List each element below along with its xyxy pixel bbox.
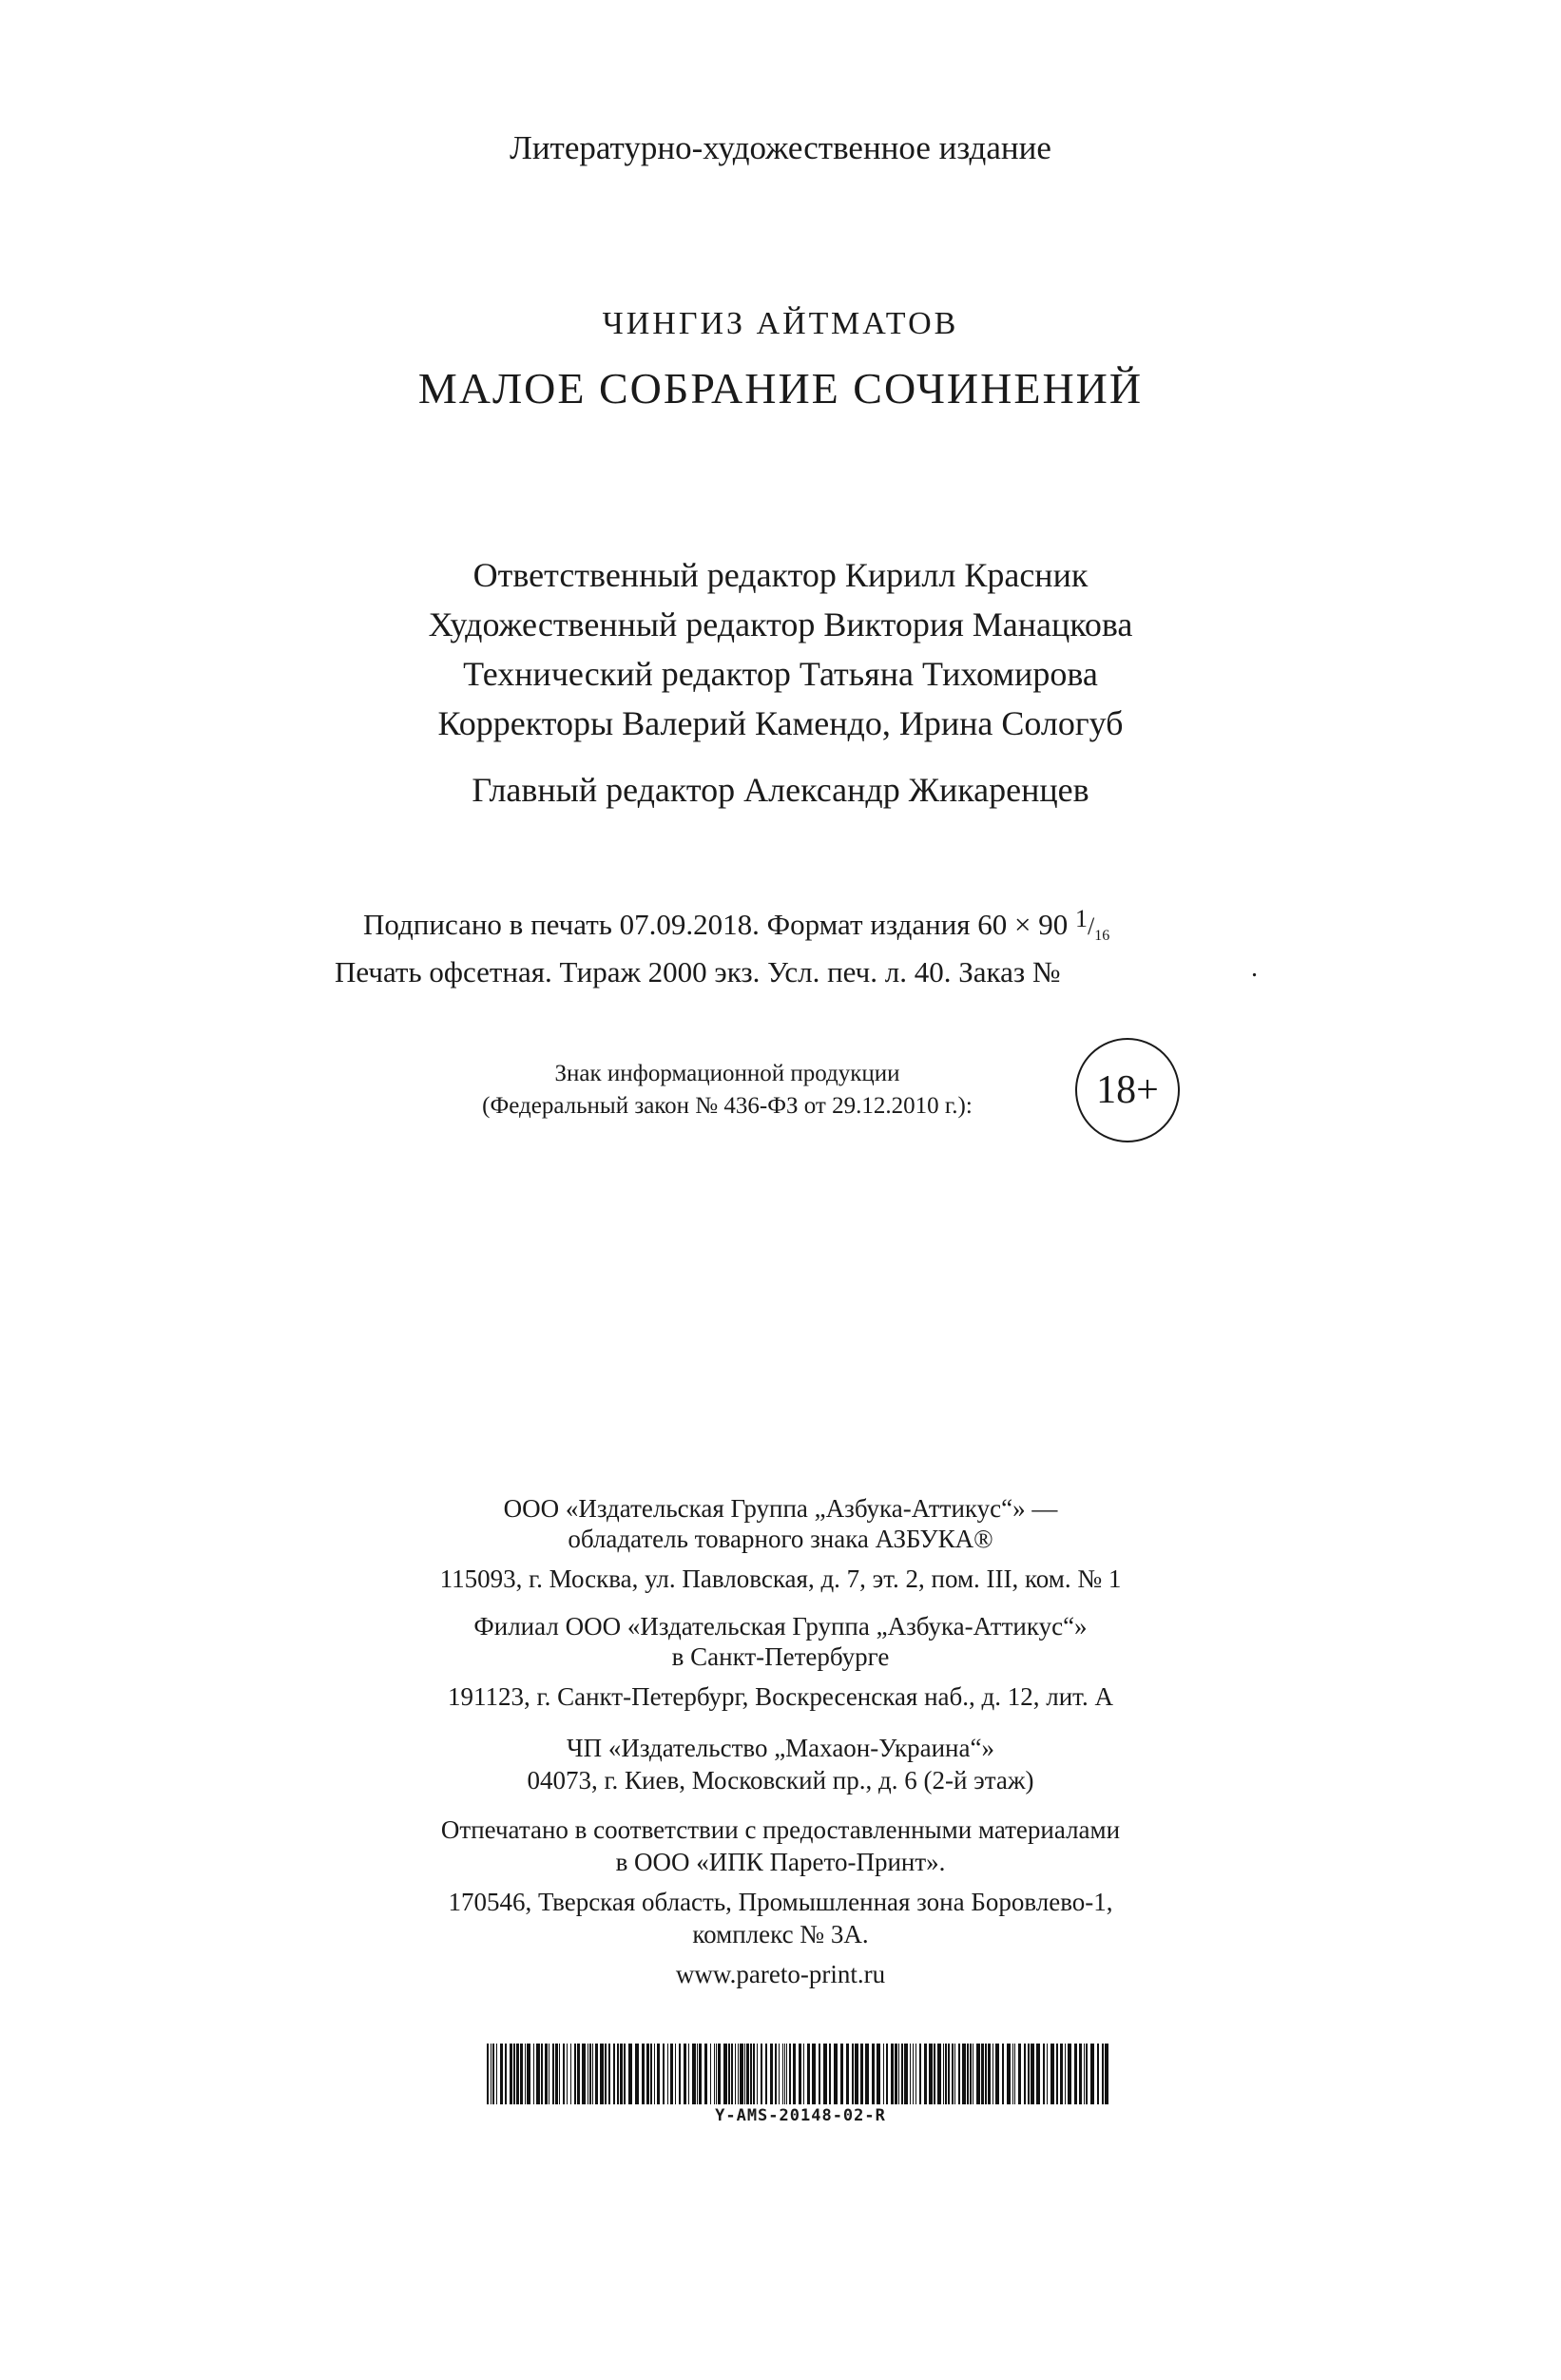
publisher-line: Филиал ООО «Издательская Группа „Азбука-Аттикус“»: [473, 1612, 1088, 1641]
credit-line: Технический редактор Татьяна Тихомирова: [463, 655, 1098, 693]
age-rating-badge: 18+: [1075, 1038, 1180, 1142]
publisher-line: ООО «Издательская Группа „Азбука-Аттикус“» —: [503, 1494, 1058, 1523]
info-sign-label-1: Знак информационной продукции: [554, 1061, 900, 1086]
edition-type: Литературно-художественное издание: [510, 129, 1051, 166]
barcode: [487, 2044, 1114, 2104]
credit-line: Художественный редактор Виктория Манацкова: [428, 605, 1133, 643]
info-sign-label-2: (Федеральный закон № 436-ФЗ от 29.12.2010 г.):: [482, 1093, 973, 1119]
publisher-line: обладатель товарного знака АЗБУКА®: [568, 1525, 993, 1553]
format-fraction-numerator: 1: [1075, 905, 1089, 932]
print-info-line-1: [363, 905, 1110, 944]
publisher-line: 04073, г. Киев, Московский пр., д. 6 (2-й этаж): [527, 1766, 1034, 1795]
trailing-mark: .: [1251, 953, 1258, 983]
publisher-line: ЧП «Издательство „Махаон-Украина“»: [567, 1734, 994, 1762]
publisher-line: в Санкт-Петербурге: [671, 1642, 890, 1671]
publisher-line: 170546, Тверская область, Промышленная зона Боровлево-1,: [448, 1888, 1113, 1916]
publisher-url: www.pareto-print.ru: [675, 1960, 886, 1988]
publisher-line: 191123, г. Санкт-Петербург, Воскресенская наб., д. 12, лит. А: [448, 1682, 1113, 1711]
credit-line: Ответственный редактор Кирилл Красник: [472, 556, 1089, 594]
chief-editor: Главный редактор Александр Жикаренцев: [472, 771, 1089, 809]
print-info-line-2: Печать офсетная. Тираж 2000 экз. Усл. печ. л. 40. Заказ №: [335, 955, 1061, 988]
format-fraction-slash: /: [1088, 912, 1095, 940]
publisher-line: комплекс № 3А.: [692, 1920, 869, 1948]
publisher-line: 115093, г. Москва, ул. Павловская, д. 7, эт. 2, пом. III, ком. № 1: [439, 1564, 1122, 1593]
print-info-text: Подписано в печать 07.09.2018. Формат издания 60 × 90: [363, 908, 1069, 941]
series-title: МАЛОЕ СОБРАНИЕ СОЧИНЕНИЙ: [417, 364, 1144, 413]
credit-line: Корректоры Валерий Камендо, Ирина Сологуб: [437, 704, 1124, 742]
author-name: ЧИНГИЗ АЙТМАТОВ: [602, 306, 959, 341]
barcode-text: Y-AMS-20148-02-R: [715, 2106, 886, 2125]
publisher-line: в ООО «ИПК Парето-Принт».: [615, 1848, 946, 1876]
format-fraction-denominator: 16: [1094, 928, 1110, 944]
publisher-line: Отпечатано в соответствии с предоставленными материалами: [440, 1815, 1121, 1844]
